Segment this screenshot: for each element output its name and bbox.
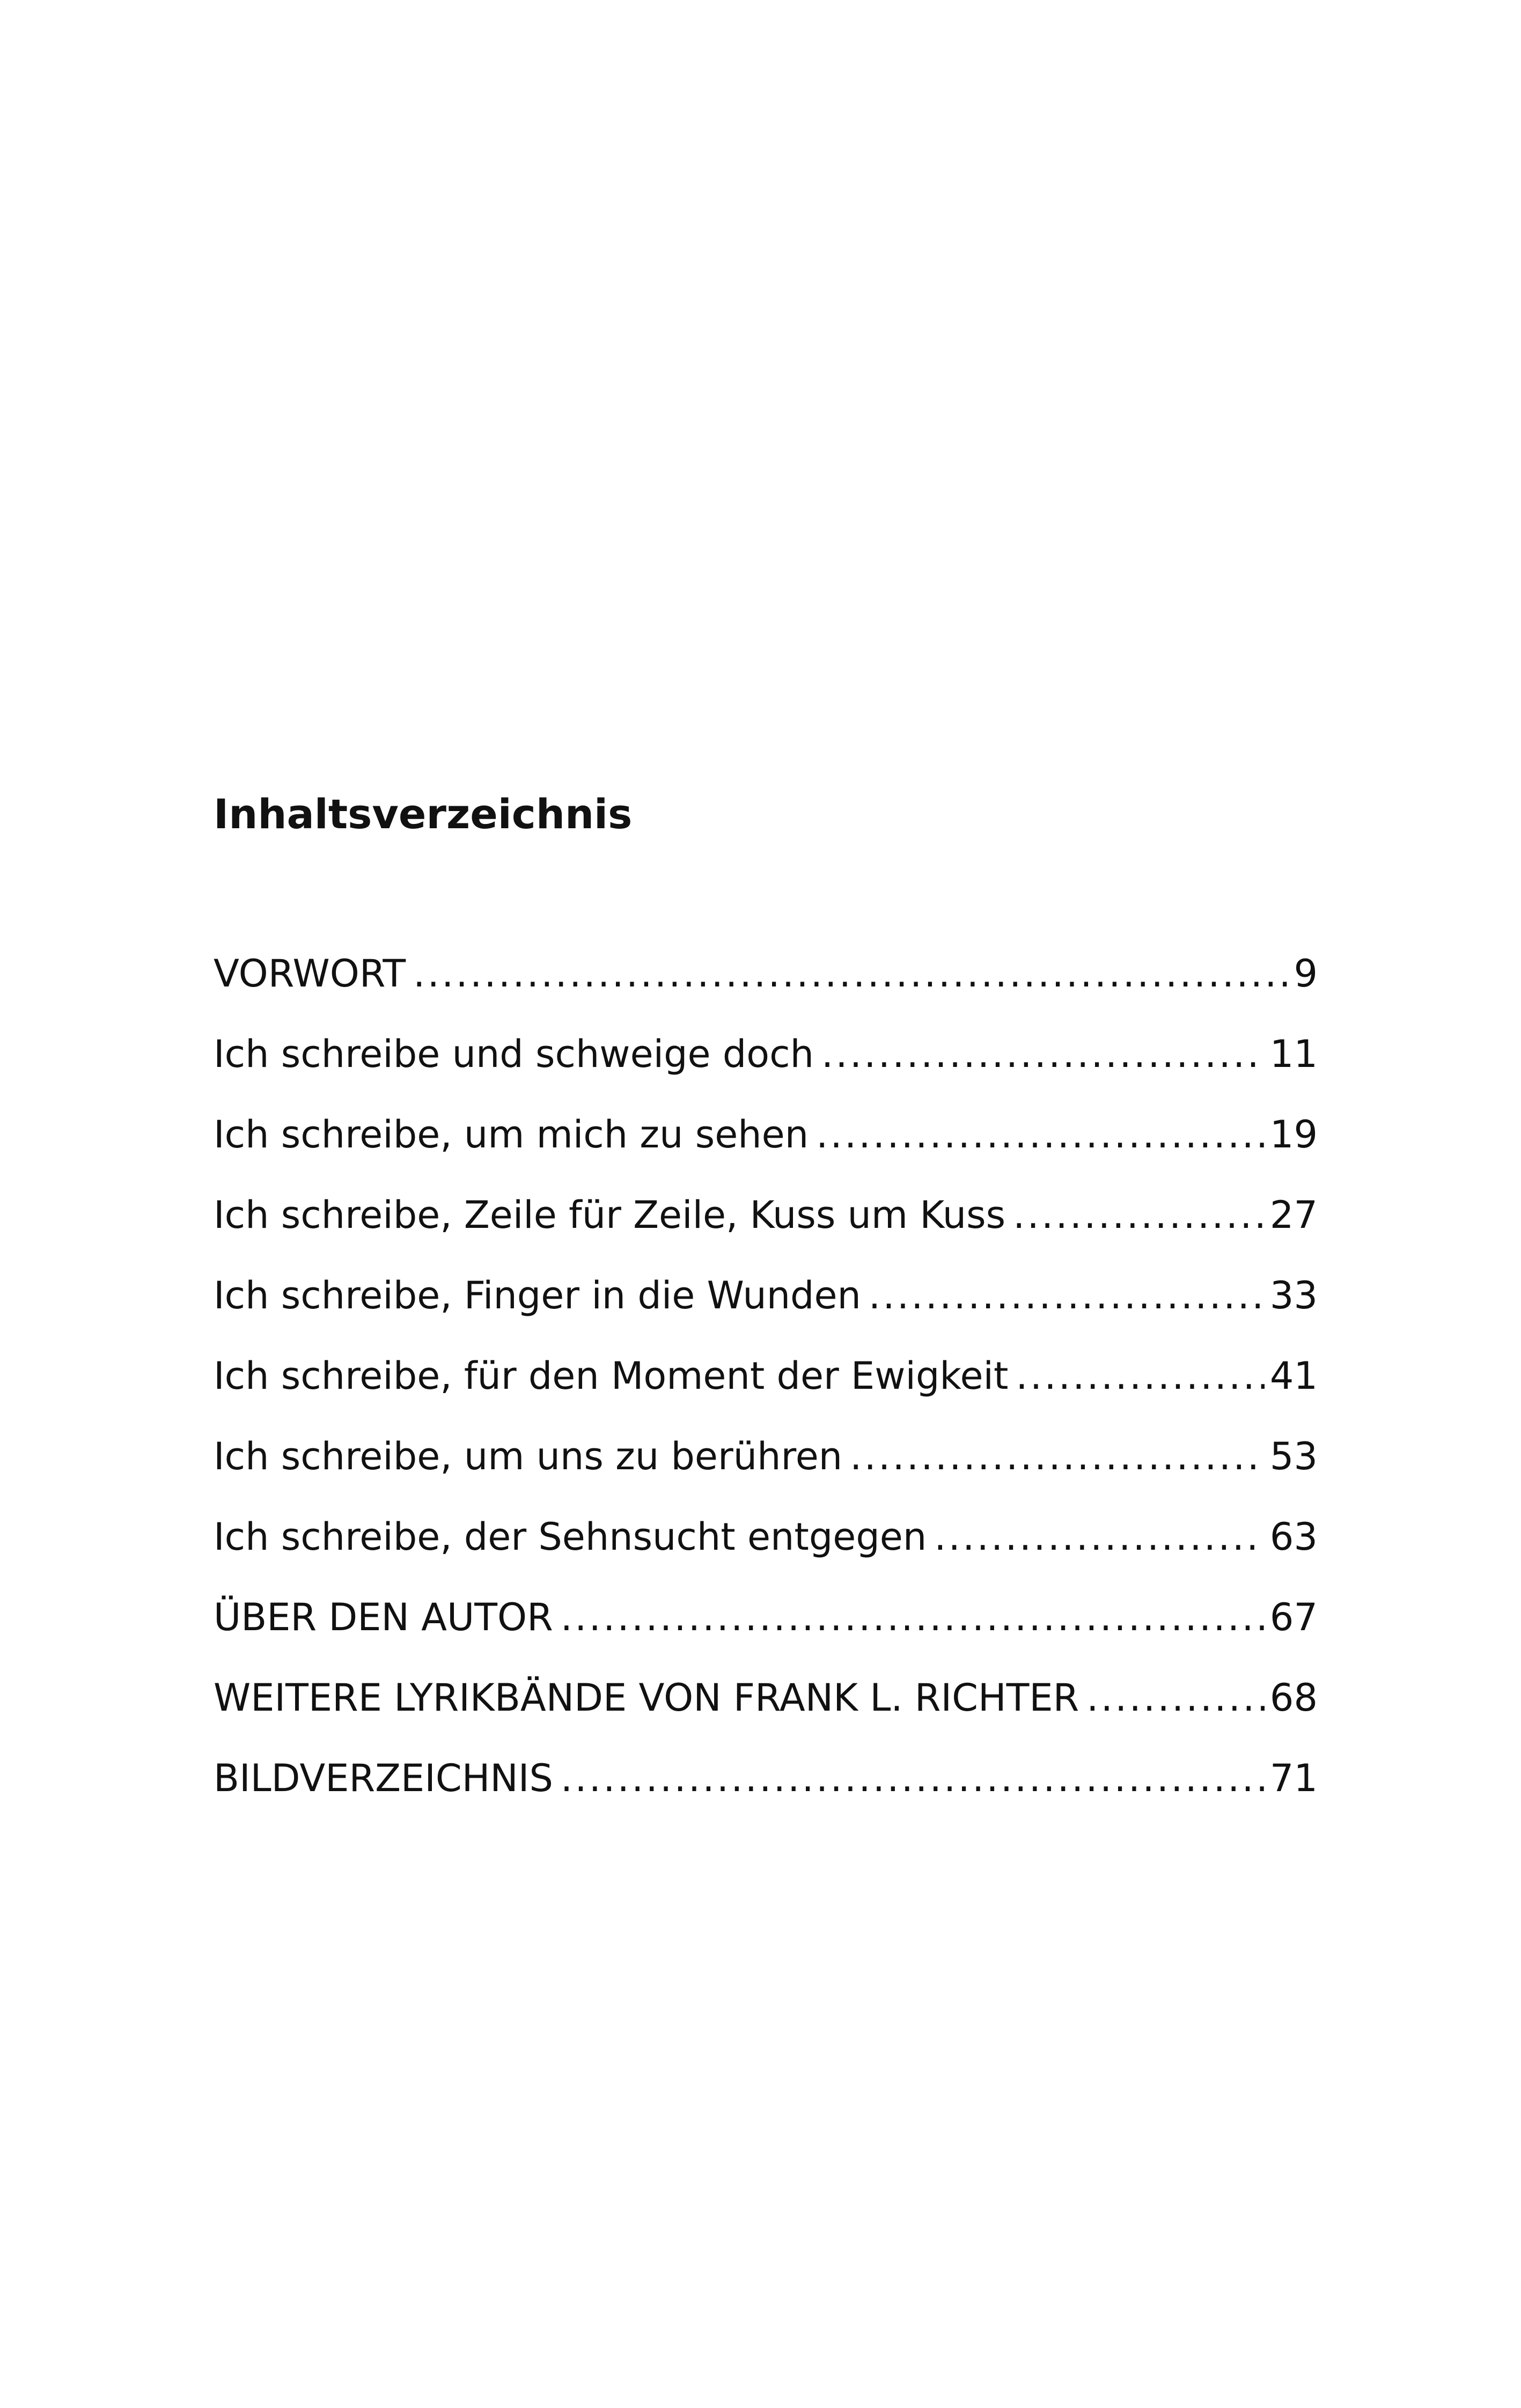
toc-dot-leader <box>1016 1357 1265 1395</box>
toc-entry-page: 63 <box>1269 1515 1318 1559</box>
toc-dot-leader <box>561 1759 1265 1797</box>
toc-entry-title: Ich schreibe und schweige doch <box>214 1032 814 1076</box>
toc-entry-page: 33 <box>1269 1273 1318 1317</box>
toc-entry <box>214 1354 1318 1438</box>
toc-entry <box>214 1113 1318 1196</box>
toc-entry-title: Ich schreibe, Finger in die Wunden <box>214 1273 861 1317</box>
toc-entry <box>214 1595 1318 1679</box>
toc-entry-page: 67 <box>1269 1595 1318 1639</box>
toc-entry <box>214 1193 1318 1277</box>
toc-entry-title: Ich schreibe, um mich zu sehen <box>214 1113 809 1157</box>
toc-dot-leader <box>413 955 1288 992</box>
toc-entry-page: 19 <box>1269 1113 1318 1157</box>
toc-heading: Inhaltsverzeichnis <box>214 790 633 838</box>
toc-entry <box>214 1756 1318 1840</box>
toc-dot-leader <box>1086 1679 1265 1717</box>
toc-entry-title: Ich schreibe, der Sehnsucht entgegen <box>214 1515 927 1559</box>
toc-dot-leader <box>1013 1196 1265 1234</box>
toc-entry <box>214 1273 1318 1357</box>
toc-dot-leader <box>561 1599 1265 1636</box>
toc-dot-leader <box>850 1438 1265 1475</box>
toc-entry <box>214 1676 1318 1759</box>
toc-entry <box>214 1032 1318 1116</box>
toc-dot-leader <box>869 1277 1265 1314</box>
toc-entry-title: Ich schreibe, für den Moment der Ewigkeit <box>214 1354 1009 1398</box>
toc-entry <box>214 952 1318 1035</box>
toc-list <box>214 952 1318 1840</box>
toc-entry-page: 71 <box>1269 1756 1318 1800</box>
toc-entry-title: ÜBER DEN AUTOR <box>214 1595 553 1639</box>
toc-entry-page: 27 <box>1269 1193 1318 1237</box>
toc-entry-page: 68 <box>1269 1676 1318 1720</box>
toc-entry-title: VORWORT <box>214 952 406 996</box>
toc-dot-leader <box>816 1116 1265 1153</box>
toc-entry-title: BILDVERZEICHNIS <box>214 1756 553 1800</box>
toc-entry-title: WEITERE LYRIKBÄNDE VON FRANK L. RICHTER <box>214 1676 1079 1720</box>
toc-entry-page: 53 <box>1269 1434 1318 1478</box>
toc-entry-title: Ich schreibe, um uns zu berühren <box>214 1434 843 1478</box>
toc-dot-leader <box>821 1035 1265 1073</box>
toc-entry-page: 41 <box>1269 1354 1318 1398</box>
toc-entry-page: 11 <box>1269 1032 1318 1076</box>
toc-entry <box>214 1434 1318 1518</box>
toc-entry <box>214 1515 1318 1599</box>
toc-entry-title: Ich schreibe, Zeile für Zeile, Kuss um Kuss <box>214 1193 1006 1237</box>
toc-dot-leader <box>934 1518 1265 1556</box>
toc-entry-page: 9 <box>1294 952 1318 996</box>
